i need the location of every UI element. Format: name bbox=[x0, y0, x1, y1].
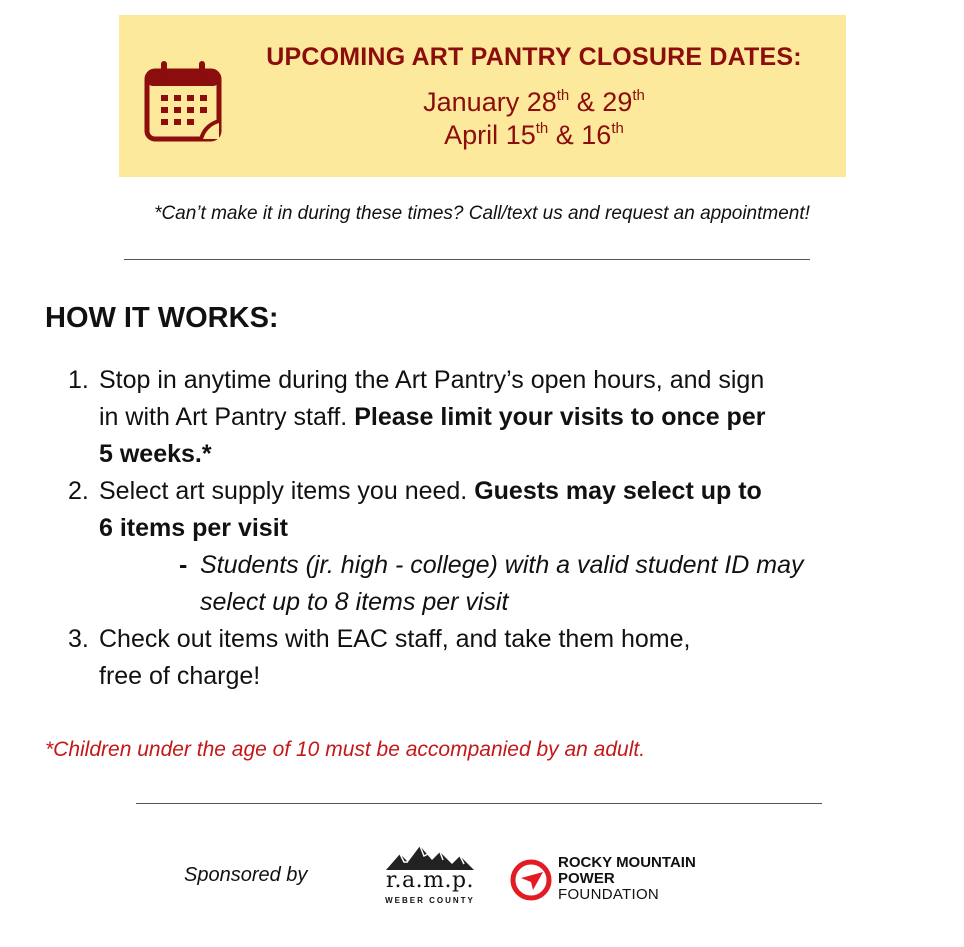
calendar-icon bbox=[143, 59, 225, 143]
step-text: Select art supply items you need. Guests may select up to bbox=[99, 477, 762, 505]
steps-list bbox=[68, 362, 804, 695]
rmp-line2: POWER bbox=[558, 870, 615, 887]
sub-text: Students (jr. high - college) with a valid student ID may bbox=[200, 551, 804, 579]
divider-bottom bbox=[136, 803, 822, 804]
student-sub-item bbox=[179, 547, 804, 621]
step-text: 6 items per visit bbox=[99, 514, 288, 542]
rmp-line3: FOUNDATION bbox=[558, 886, 660, 903]
rmp-logo-icon bbox=[509, 858, 553, 902]
step-text: Stop in anytime during the Art Pantry’s open hours, and sign bbox=[99, 366, 765, 394]
closure-banner bbox=[119, 15, 846, 177]
ramp-logo-subtitle: WEBER COUNTY bbox=[385, 896, 475, 905]
banner-title: UPCOMING ART PANTRY CLOSURE DATES: bbox=[266, 43, 802, 71]
step-number: 3. bbox=[68, 625, 89, 653]
sponsored-by-label: Sponsored by bbox=[184, 864, 308, 886]
step-number: 2. bbox=[68, 477, 89, 505]
step-3 bbox=[68, 621, 804, 695]
closure-date-april: April 15th & 16th bbox=[444, 120, 624, 150]
step-text: free of charge! bbox=[99, 662, 261, 690]
step-text: Check out items with EAC staff, and take them home, bbox=[99, 625, 691, 653]
rmp-logo-text bbox=[558, 855, 696, 903]
sub-bullet: - bbox=[179, 551, 188, 579]
appointment-note: *Can’t make it in during these times? Call/text us and request an appointment! bbox=[154, 203, 810, 224]
divider-top bbox=[124, 259, 810, 260]
closure-date-january: January 28th & 29th bbox=[423, 87, 645, 117]
children-note: *Children under the age of 10 must be accompanied by an adult. bbox=[45, 738, 646, 761]
ramp-logo-text: r.a.m.p. bbox=[385, 868, 475, 893]
how-it-works-title: HOW IT WORKS: bbox=[45, 302, 279, 334]
step-text: 5 weeks.* bbox=[99, 440, 212, 468]
step-2 bbox=[68, 473, 804, 621]
step-text: in with Art Pantry staff. Please limit your visits to once per bbox=[99, 403, 766, 431]
sub-text: select up to 8 items per visit bbox=[200, 588, 509, 616]
step-number: 1. bbox=[68, 366, 89, 394]
step-1 bbox=[68, 362, 804, 473]
rmp-line1: ROCKY MOUNTAIN bbox=[558, 854, 696, 871]
